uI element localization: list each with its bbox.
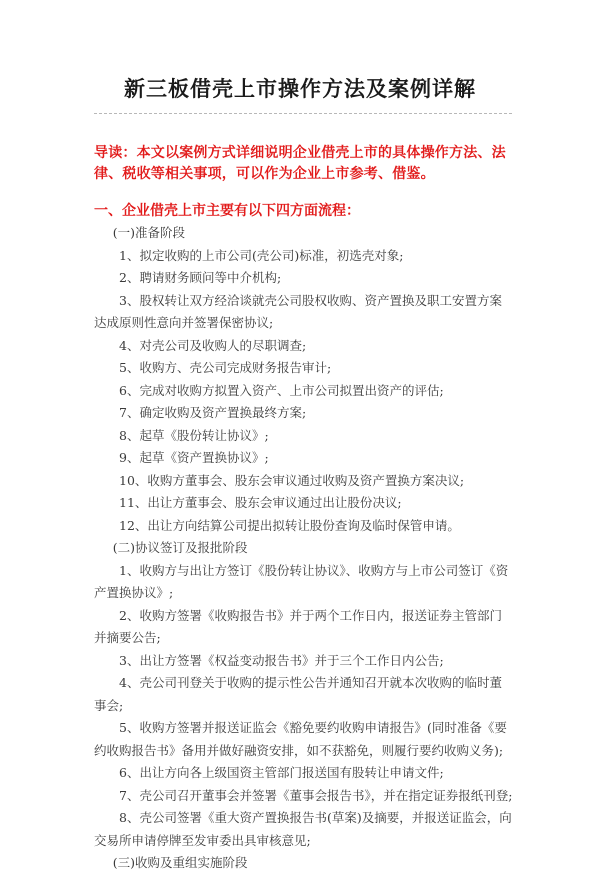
stage-label: (一)准备阶段	[112, 225, 186, 240]
page-title: 新三板借壳上市操作方法及案例详解	[124, 76, 476, 101]
list-item: 8、壳公司签署《重大资产置换报告书(草案)及摘要，并报送证监会，向交易所申请停牌至发审委出具审核意见;	[94, 810, 512, 848]
list-item: 7、壳公司召开董事会并签署《董事会报告书》，并在指定证券报纸刊登;	[119, 787, 513, 803]
stage-label: (二)协议签订及报批阶段	[112, 540, 248, 555]
list-item: 2、聘请财务顾问等中介机构;	[119, 270, 282, 285]
list-item: 5、收购方签署并报送证监会《豁免要约收购申请报告》(同时准备《要约收购报告书》备用并做好融资安排，如不获豁免，则履行要约收购义务);	[94, 720, 507, 758]
list-item: 8、起草《股份转让协议》;	[119, 427, 269, 443]
list-item: 6、出让方向各上级国资主管部门报送国有股转让申请文件;	[119, 765, 444, 780]
stage-label: (三)收购及重组实施阶段	[112, 855, 248, 870]
list-item: 11、出让方董事会、股东会审议通过出让股份决议;	[119, 495, 402, 510]
list-item: 4、对壳公司及收购人的尽职调查;	[119, 337, 307, 353]
list-item: 6、完成对收购方拟置入资产、上市公司拟置出资产的评估;	[119, 382, 444, 398]
list-item: 1、拟定收购的上市公司(壳公司)标准，初选壳对象;	[119, 247, 404, 263]
list-item: 4、壳公司刊登关于收购的提示性公告并通知召开就本次收购的临时董事会;	[94, 675, 502, 713]
list-item: 7、确定收购及资产置换最终方案;	[119, 405, 307, 420]
list-item: 3、股权转让双方经洽谈就壳公司股权收购、资产置换及职工安置方案达成原则性意向并签署保密协议;	[94, 292, 502, 330]
list-item: 1、收购方与出让方签订《股份转让协议》、收购方与上市公司签订《资产置换协议》;	[94, 562, 509, 600]
section-heading: 一、企业借壳上市主要有以下四方面流程：	[94, 203, 360, 219]
list-item: 3、出让方签署《权益变动报告书》并于三个工作日内公告;	[119, 652, 444, 668]
list-item: 10、收购方董事会、股东会审议通过收购及资产置换方案决议;	[119, 472, 465, 488]
title-divider	[94, 113, 512, 114]
intro-paragraph: 导读：本文以案例方式详细说明企业借壳上市的具体操作方法、法律、税收等相关事项，可以作为企业上市参考、借鉴。	[94, 145, 506, 182]
list-item: 2、收购方签署《收购报告书》并于两个工作日内，报送证券主管部门并摘要公告;	[94, 607, 502, 645]
list-item: 9、起草《资产置换协议》;	[119, 450, 269, 465]
process-content	[94, 222, 514, 875]
list-item: 5、收购方、壳公司完成财务报告审计;	[119, 360, 332, 375]
list-item: 12、出让方向结算公司提出拟转让股份查询及临时保管申请。	[119, 517, 460, 533]
